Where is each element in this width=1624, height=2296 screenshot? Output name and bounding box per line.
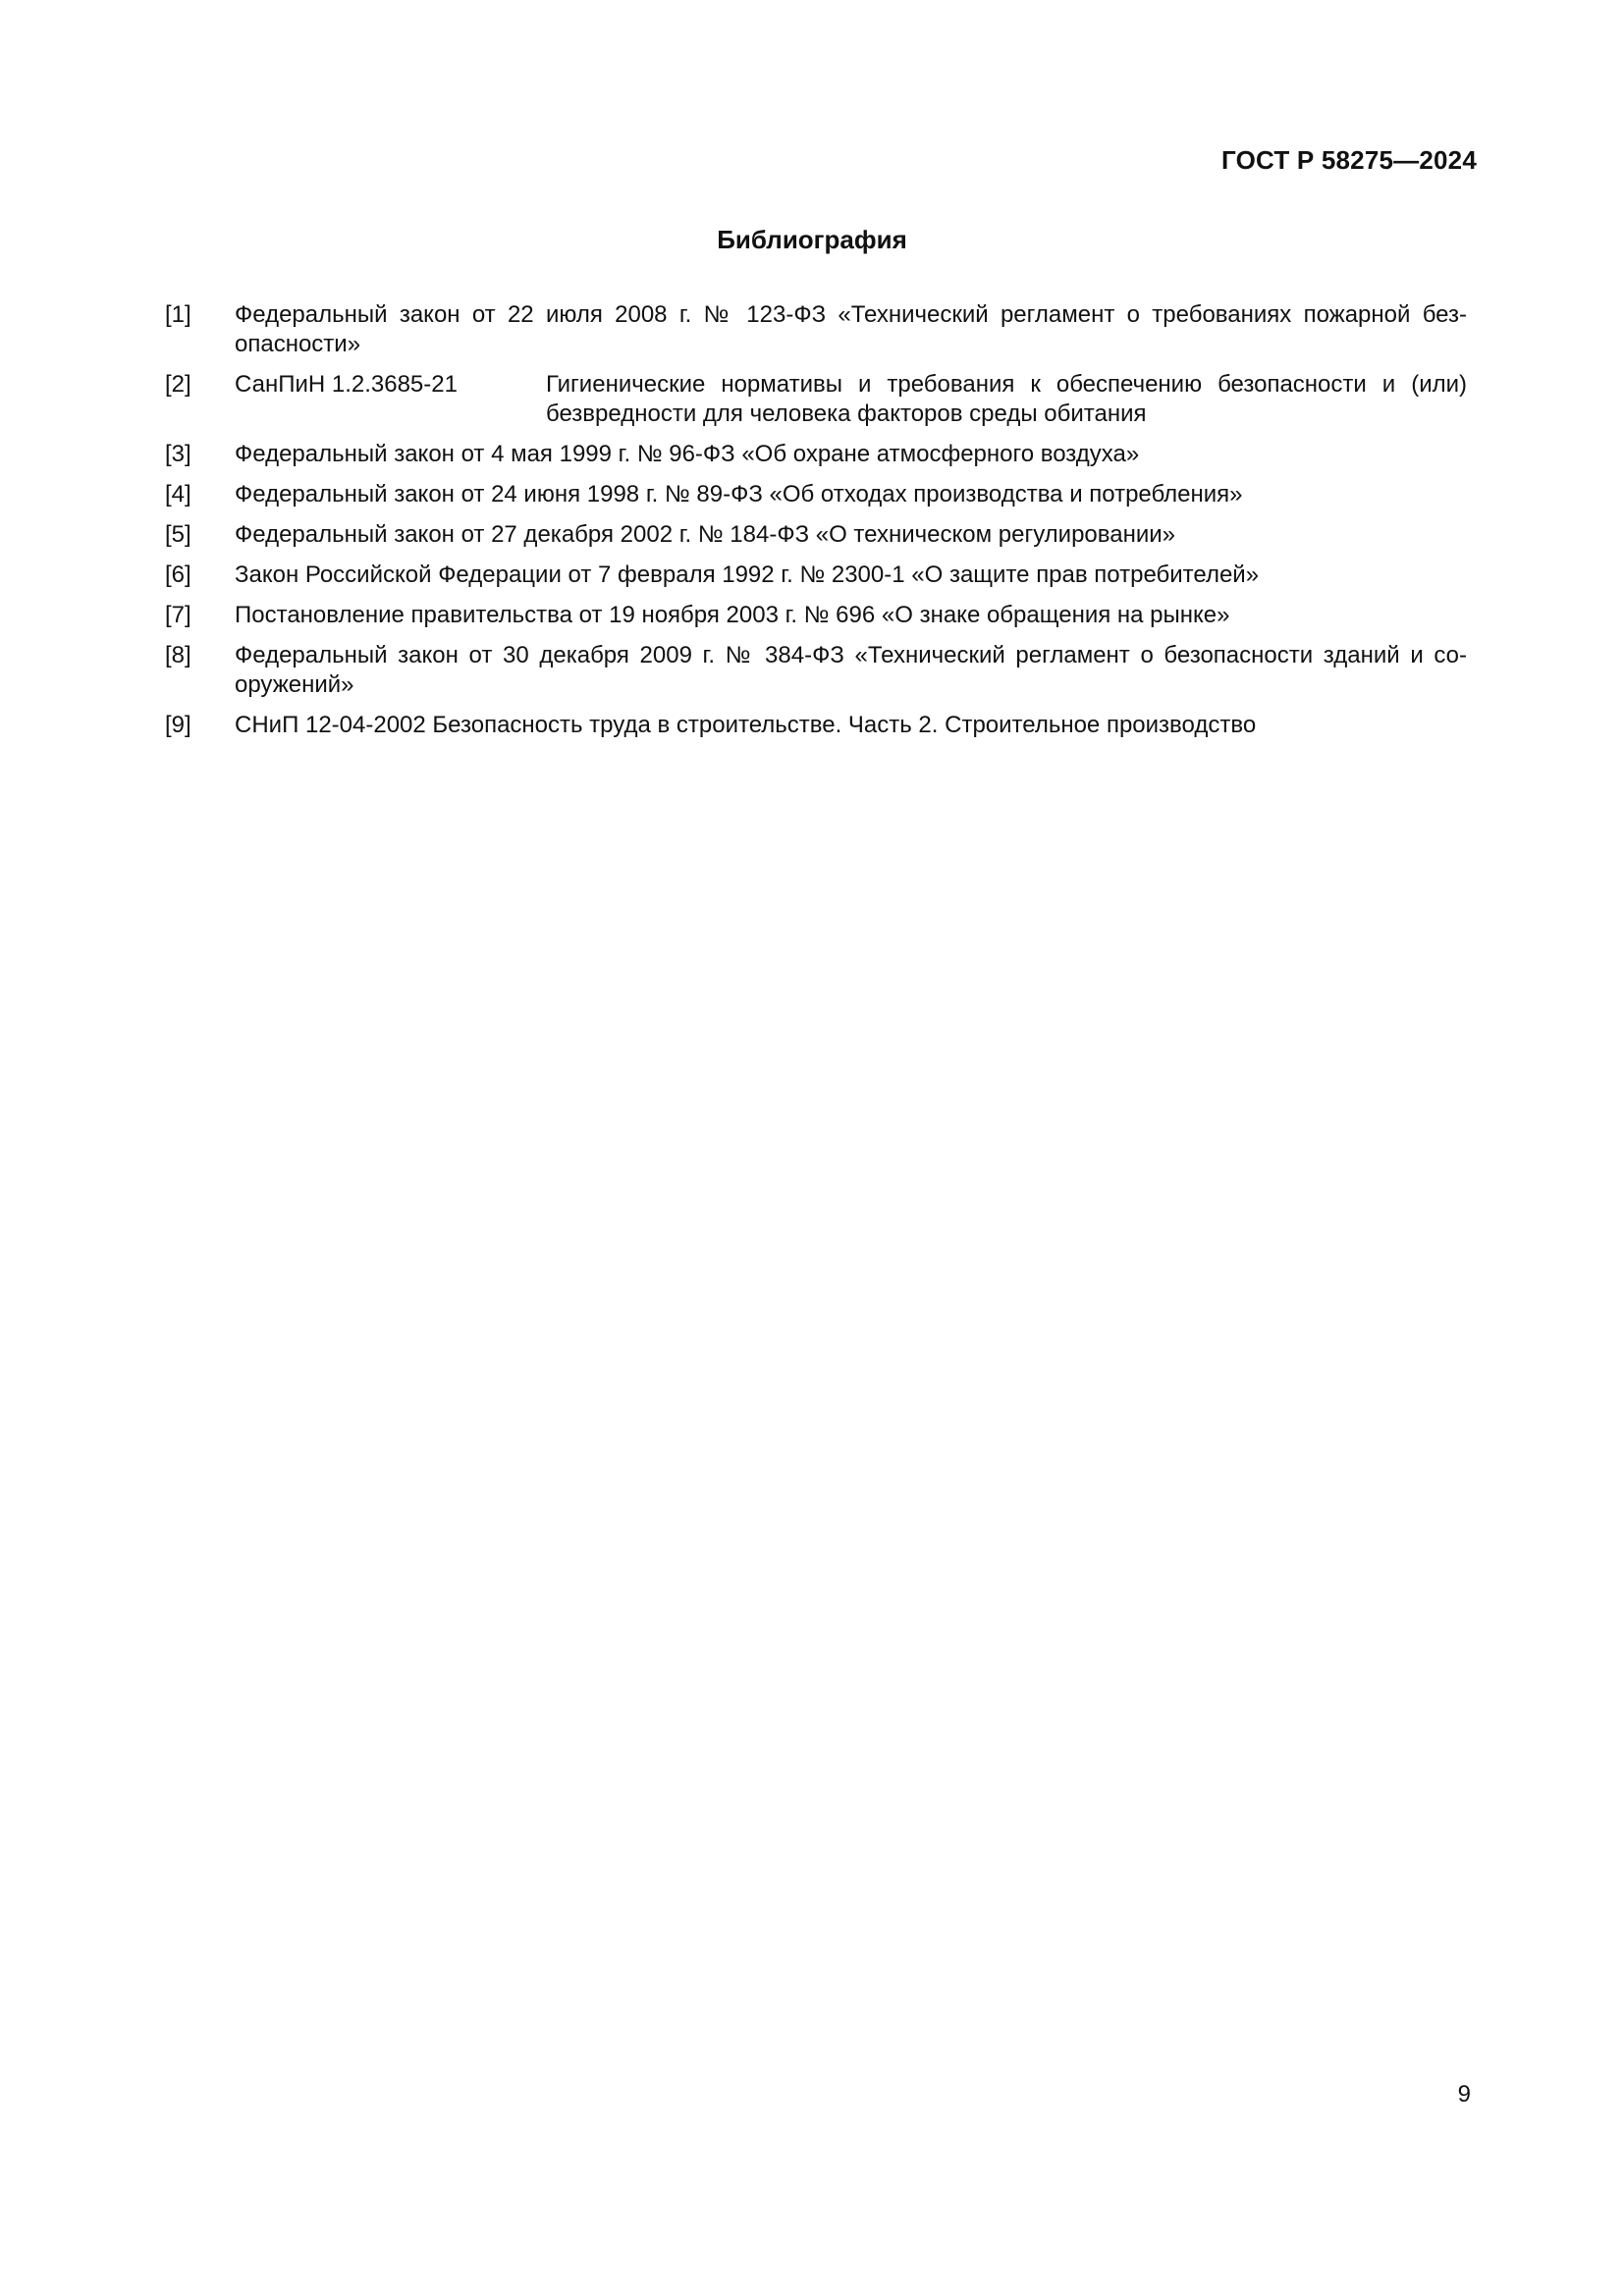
reference-text: Федеральный закон от 4 мая 1999 г. № 96-ФЗ «Об охране атмосферного воздуха» xyxy=(235,441,1140,467)
page-title: Библиография xyxy=(717,225,907,254)
reference-item xyxy=(165,370,1467,429)
reference-text: Постановление правительства от 19 ноября 2003 г. № 696 «О знаке обращения на рынке» xyxy=(235,602,1230,628)
reference-item xyxy=(165,711,1467,740)
reference-number: [7] xyxy=(165,602,191,628)
page-number: 9 xyxy=(1457,2081,1471,2108)
reference-item xyxy=(165,440,1467,469)
reference-number: [9] xyxy=(165,712,191,738)
reference-item xyxy=(165,601,1467,630)
reference-number: [6] xyxy=(165,561,191,588)
reference-item xyxy=(165,480,1467,509)
reference-text: Федеральный закон от 30 декабря 2009 г. № 384-ФЗ «Технический регламент о безопасности зданий и со-оружений» xyxy=(235,642,1467,698)
reference-item xyxy=(165,641,1467,700)
reference-item xyxy=(165,300,1467,359)
reference-text: Гигиенические нормативы и требования к обеспечению безопасности и (или) безвредности для человека факторов среды обитания xyxy=(546,371,1467,427)
reference-number: [1] xyxy=(165,301,191,328)
reference-number: [8] xyxy=(165,642,191,668)
reference-code: СанПиН 1.2.3685-21 xyxy=(235,371,458,398)
bibliography-list xyxy=(165,300,1467,751)
reference-number: [2] xyxy=(165,371,191,398)
reference-text: Федеральный закон от 22 июля 2008 г. № 123-ФЗ «Технический регламент о требованиях пожарной без-опасности» xyxy=(235,301,1467,357)
reference-text: СНиП 12-04-2002 Безопасность труда в строительстве. Часть 2. Строительное производство xyxy=(235,712,1257,738)
reference-number: [3] xyxy=(165,441,191,467)
reference-text: Федеральный закон от 24 июня 1998 г. № 89-ФЗ «Об отходах производства и потребления» xyxy=(235,481,1243,507)
reference-text: Закон Российской Федерации от 7 февраля 1992 г. № 2300-1 «О защите прав потребителей» xyxy=(235,561,1260,588)
reference-number: [5] xyxy=(165,521,191,548)
reference-item xyxy=(165,520,1467,550)
reference-text: Федеральный закон от 27 декабря 2002 г. № 184-ФЗ «О техническом регулировании» xyxy=(235,521,1176,548)
reference-number: [4] xyxy=(165,481,191,507)
reference-item xyxy=(165,561,1467,590)
document-code: ГОСТ Р 58275—2024 xyxy=(1221,145,1477,175)
